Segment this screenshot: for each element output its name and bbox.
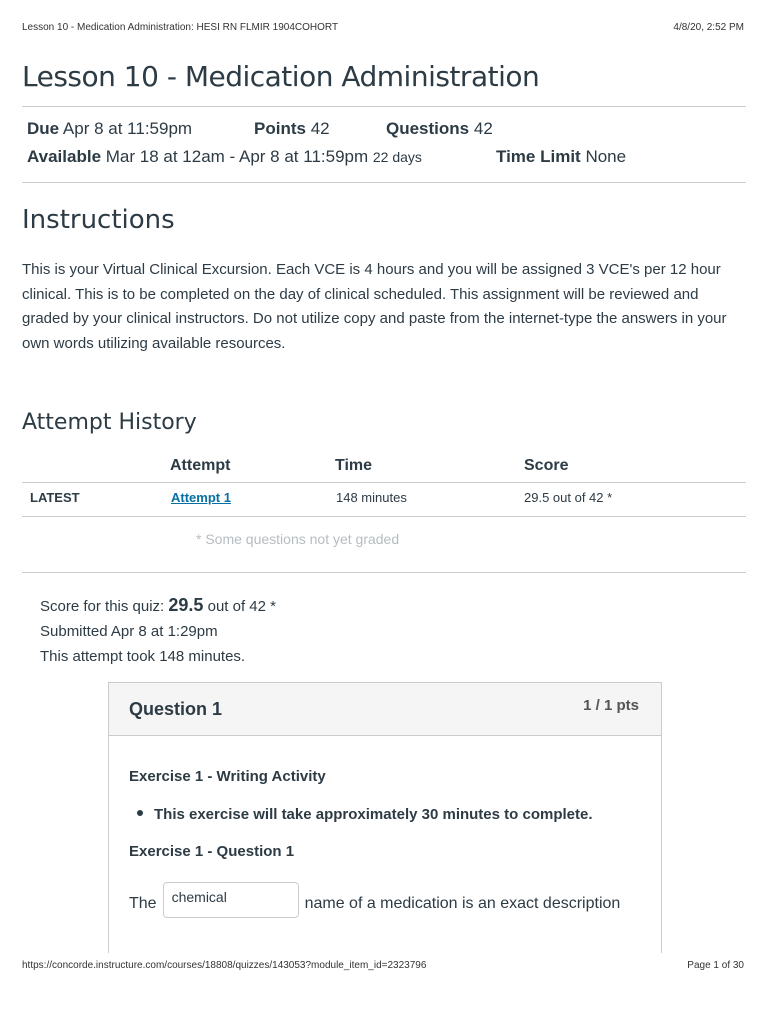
score-prefix: Score for this quiz: xyxy=(40,598,165,615)
points-value: 42 xyxy=(310,119,330,138)
attempt-link[interactable]: Attempt 1 xyxy=(171,490,231,505)
divider xyxy=(22,182,746,183)
exercise-title: Exercise 1 - Writing Activity xyxy=(129,768,326,785)
question-sentence xyxy=(129,886,649,922)
score-summary xyxy=(40,593,276,669)
duration-text: This attempt took 148 minutes. xyxy=(40,648,246,665)
quiz-meta-row-1 xyxy=(27,119,192,139)
time-limit-value: None xyxy=(585,147,627,166)
instructions-heading: Instructions xyxy=(22,205,175,235)
print-header xyxy=(22,22,744,33)
questions-value: 42 xyxy=(473,119,493,138)
exercise-bullet xyxy=(137,806,593,823)
question-points: 1 / 1 pts xyxy=(583,697,639,714)
submitted-text: Submitted Apr 8 at 1:29pm xyxy=(40,623,218,640)
question-header xyxy=(109,683,661,736)
score-line xyxy=(40,593,276,619)
available-meta xyxy=(27,147,422,167)
table-divider xyxy=(22,516,746,517)
available-value: Mar 18 at 12am - Apr 8 at 11:59pm xyxy=(105,147,369,166)
bullet-text: This exercise will take approximately 30 minutes to complete. xyxy=(154,806,593,823)
print-page-number: Page 1 of 30 xyxy=(687,960,744,971)
instructions-text: This is your Virtual Clinical Excursion. Each VCE is 4 hours and you will be assigned 3 VCE's per 12 hour clinical. This is to be completed on the day of clinical scheduled. This assignment will be reviewed and graded by your clinical instructors. Do not utilize copy and paste from the internet-type the answers in your own words utilizing available resources. xyxy=(22,261,727,352)
print-footer xyxy=(22,960,744,971)
exercise-question-title: Exercise 1 - Question 1 xyxy=(129,843,295,860)
available-label: Available xyxy=(27,147,102,166)
answer-field[interactable]: chemical xyxy=(163,882,299,918)
score-suffix: out of 42 * xyxy=(207,598,276,615)
question-title: Question 1 xyxy=(129,699,223,719)
bullet-icon xyxy=(137,810,143,816)
ungraded-note: * Some questions not yet graded xyxy=(196,531,400,547)
time-limit-meta xyxy=(496,147,626,167)
attempt-time: 148 minutes xyxy=(336,490,407,505)
question-card xyxy=(108,682,662,953)
table-divider xyxy=(22,482,746,483)
divider xyxy=(22,106,746,107)
column-header-time: Time xyxy=(335,457,373,474)
attempt-score: 29.5 out of 42 * xyxy=(524,490,613,505)
column-header-score: Score xyxy=(524,457,569,474)
questions-label: Questions xyxy=(386,119,470,138)
print-datetime: 4/8/20, 2:52 PM xyxy=(673,22,744,33)
print-url: https://concorde.instructure.com/courses/18808/quizzes/143053?module_item_id=2323796 xyxy=(22,960,427,971)
points-meta xyxy=(254,119,330,139)
due-label: Due xyxy=(27,119,60,138)
points-label: Points xyxy=(254,119,306,138)
time-limit-label: Time Limit xyxy=(496,147,581,166)
page-title: Lesson 10 - Medication Administration xyxy=(22,60,540,93)
sentence-start: The xyxy=(129,895,157,913)
attempt-history-heading: Attempt History xyxy=(22,410,197,435)
column-header-attempt: Attempt xyxy=(170,457,231,474)
questions-meta xyxy=(386,119,493,139)
latest-label: LATEST xyxy=(30,490,80,505)
due-value: Apr 8 at 11:59pm xyxy=(62,119,193,138)
print-doc-title: Lesson 10 - Medication Administration: HESI RN FLMIR 1904COHORT xyxy=(22,22,339,33)
available-days: 22 days xyxy=(372,149,422,165)
score-value: 29.5 xyxy=(168,595,204,615)
divider xyxy=(22,572,746,573)
sentence-end: name of a medication is an exact description xyxy=(304,895,621,913)
